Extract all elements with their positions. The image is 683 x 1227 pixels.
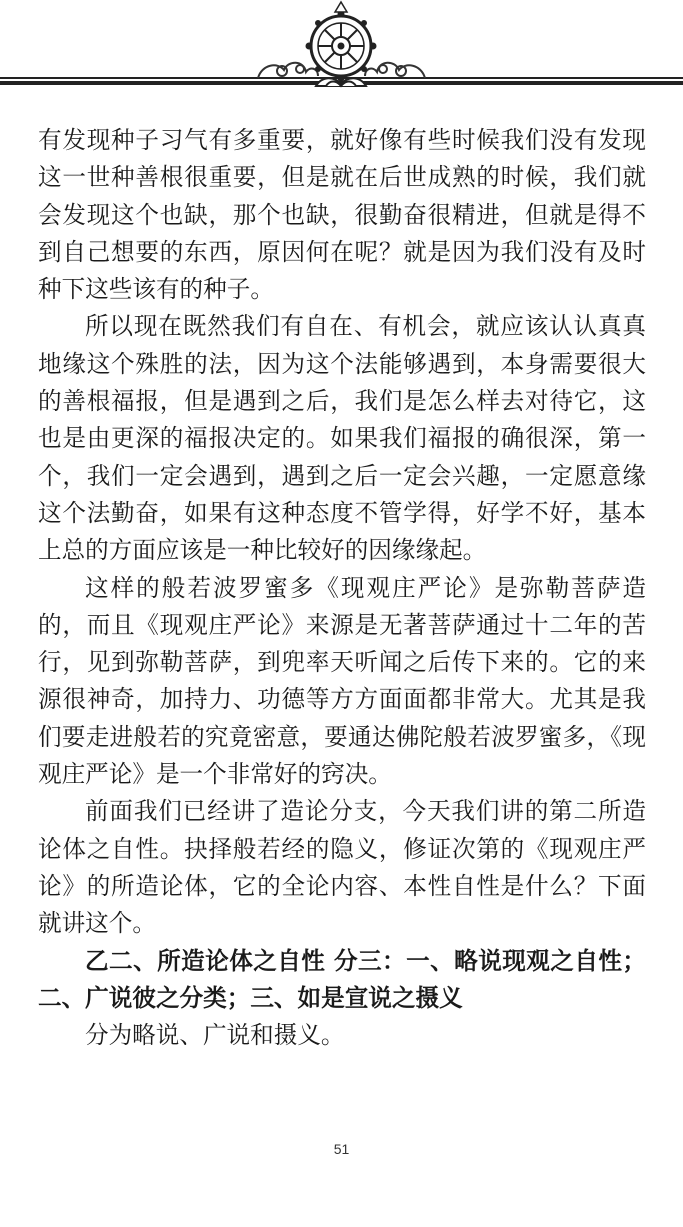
page-header <box>0 0 683 115</box>
paragraph-2: 所以现在既然我们有自在、有机会，就应该认认真真地缘这个殊胜的法，因为这个法能够遇到，本身需要很大的善根福报，但是遇到之后，我们是怎么样去对待它，这也是由更深的福报决定的。如果我们福报的确很深，第一个，我们一定会遇到，遇到之后一定会兴趣，一定愿意缘这个法勤奋，如果有这种态度不管学得，好学不好，基本上总的方面应该是一种比较好的因缘缘起。 <box>38 312 646 565</box>
dharma-wheel-icon <box>306 2 377 82</box>
paragraph-3: 这样的般若波罗蜜多《现观庄严论》是弥勒菩萨造的，而且《现观庄严论》来源是无著菩萨通过十二年的苦行，见到弥勒菩萨，到兜率天听闻之后传下来的。它的来源很神奇，加持力、功德等方方面面都非常大。尤其是我们要走进般若的究竟密意，要通达佛陀般若波罗蜜多，《现观庄严论》是一个非常好的窍决。 <box>38 573 646 789</box>
page-body <box>38 122 646 1054</box>
cloud-scroll-icon-left <box>258 63 318 78</box>
section-heading: 乙二、所造论体之自性 分三：一、略说现观之自性；二、广说彼之分类；三、如是宣说之摄义 <box>38 946 646 1012</box>
page-number: 51 <box>333 1141 350 1157</box>
header-ornament <box>0 0 683 115</box>
paragraph-4: 前面我们已经讲了造论分支，今天我们讲的第二所造论体之自性。抉择般若经的隐义，修证次第的《现观庄严论》的所造论体，它的全论内容、本性自性是什么？下面就讲这个。 <box>38 797 646 938</box>
closing-paragraph: 分为略说、广说和摄义。 <box>85 1021 345 1050</box>
paragraph-1: 有发现种子习气有多重要，就好像有些时候我们没有发现这一世种善根很重要，但是就在后世成熟的时候，我们就会发现这个也缺，那个也缺，很勤奋很精进，但就是得不到自己想要的东西，原因何在呢？就是因为我们没有及时种下这些该有的种子。 <box>38 126 646 304</box>
cloud-scroll-icon-right <box>365 63 425 78</box>
